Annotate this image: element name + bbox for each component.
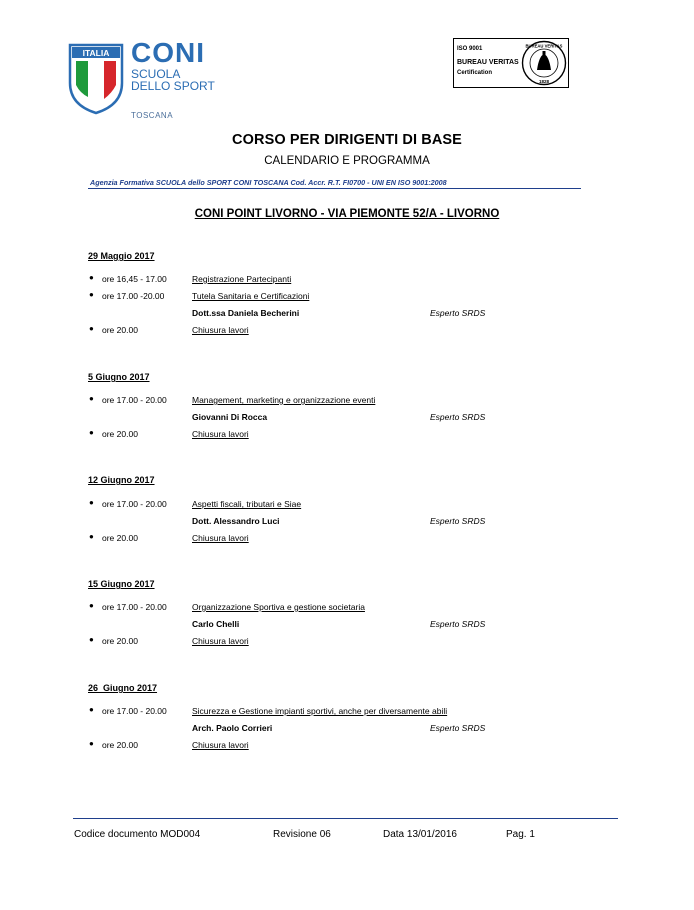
speaker-row: [0, 723, 694, 737]
day-date: 12 Giugno 2017: [88, 475, 155, 485]
session-time: ore 17.00 - 20.00: [102, 706, 167, 716]
cert-type: Certification: [457, 70, 493, 76]
session-time: ore 20.00: [102, 325, 138, 335]
footer-document-code: Codice documento MOD004: [74, 829, 201, 840]
session-speaker: Dott. Alessandro Luci: [192, 516, 280, 526]
brand-line-2: DELLO SPORT: [131, 79, 215, 93]
bullet-icon: ●: [89, 739, 94, 748]
list-item: [0, 740, 694, 754]
session-time: ore 20.00: [102, 740, 138, 750]
session-time: ore 17.00 -20.00: [102, 291, 165, 301]
speaker-row: [0, 308, 694, 322]
document-subtitle: CALENDARIO E PROGRAMMA: [264, 155, 430, 167]
document-title: CORSO PER DIRIGENTI DI BASE: [232, 132, 462, 148]
day-date: 29 Maggio 2017: [88, 251, 155, 261]
italia-shield-icon: [68, 43, 124, 115]
speaker-role: Esperto SRDS: [430, 723, 486, 733]
session-time: ore 17.00 - 20.00: [102, 499, 167, 509]
list-item: [0, 429, 694, 443]
bullet-icon: ●: [89, 635, 94, 644]
day-date: 15 Giugno 2017: [88, 579, 155, 589]
session-time: ore 17.00 - 20.00: [102, 395, 167, 405]
list-item: [0, 325, 694, 339]
session-topic: Chiusura lavori: [192, 533, 249, 543]
session-topic: Chiusura lavori: [192, 325, 249, 335]
session-topic: Sicurezza e Gestione impianti sportivi, anche per diversamente abili: [192, 706, 448, 716]
speaker-row: [0, 516, 694, 530]
bullet-icon: ●: [89, 532, 94, 541]
session-topic: Chiusura lavori: [192, 636, 249, 646]
cert-name: BUREAU VERITAS: [457, 59, 519, 66]
session-topic: Organizzazione Sportiva e gestione societaria: [192, 602, 365, 612]
session-time: ore 16,45 - 17.00: [102, 274, 167, 284]
session-topic: Management, marketing e organizzazione eventi: [192, 395, 376, 405]
list-item: [0, 636, 694, 650]
session-topic: Chiusura lavori: [192, 429, 249, 439]
course-location: CONI POINT LIVORNO - VIA PIEMONTE 52/A - LIVORNO: [194, 208, 500, 220]
bullet-icon: ●: [89, 290, 94, 299]
bullet-icon: ●: [89, 601, 94, 610]
list-item: [0, 395, 694, 409]
agency-line: Agenzia Formativa SCUOLA dello SPORT CONI TOSCANA Cod. Accr. R.T. FI0700 - UNI EN ISO 9001:2008: [90, 178, 447, 187]
bullet-icon: ●: [89, 498, 94, 507]
session-topic: Tutela Sanitaria e Certificazioni: [192, 291, 310, 301]
speaker-row: [0, 412, 694, 426]
session-topic: Aspetti fiscali, tributari e Siae: [192, 499, 302, 509]
brand-region: TOSCANA: [131, 111, 174, 120]
brand-line-1: SCUOLA: [131, 67, 181, 81]
session-topic: Registrazione Partecipanti: [192, 274, 292, 284]
list-item: [0, 602, 694, 616]
session-speaker: Carlo Chelli: [192, 619, 240, 629]
speaker-role: Esperto SRDS: [430, 412, 486, 422]
bullet-icon: ●: [89, 394, 94, 403]
cert-iso: ISO 9001: [457, 46, 483, 52]
speaker-role: Esperto SRDS: [430, 308, 486, 318]
certification-badge: [453, 38, 569, 88]
speaker-role: Esperto SRDS: [430, 619, 486, 629]
list-item: [0, 274, 694, 288]
footer-divider: [73, 818, 618, 819]
session-speaker: Arch. Paolo Corrieri: [192, 723, 273, 733]
session-speaker: Giovanni Di Rocca: [192, 412, 268, 422]
list-item: [0, 291, 694, 305]
session-time: ore 20.00: [102, 429, 138, 439]
bullet-icon: ●: [89, 428, 94, 437]
footer-date: Data 13/01/2016: [383, 829, 457, 840]
bullet-icon: ●: [89, 324, 94, 333]
session-time: ore 20.00: [102, 636, 138, 646]
list-item: [0, 499, 694, 513]
session-topic: Chiusura lavori: [192, 740, 249, 750]
speaker-row: [0, 619, 694, 633]
day-date: 26 Giugno 2017: [88, 683, 158, 693]
footer-page: Pag. 1: [506, 829, 535, 840]
seal-year: 1828: [538, 79, 550, 84]
list-item: [0, 533, 694, 547]
bullet-icon: ●: [89, 705, 94, 714]
session-time: ore 17.00 - 20.00: [102, 602, 167, 612]
bureau-veritas-seal-icon: [521, 40, 567, 86]
header-divider: [88, 188, 581, 189]
flag-label: ITALIA: [82, 48, 110, 58]
bullet-icon: ●: [89, 273, 94, 282]
footer-revision: Revisione 06: [273, 829, 331, 840]
speaker-role: Esperto SRDS: [430, 516, 486, 526]
brand-name: CONI: [131, 37, 205, 68]
session-speaker: Dott.ssa Daniela Becherini: [192, 308, 300, 318]
list-item: [0, 706, 694, 720]
day-date: 5 Giugno 2017: [88, 372, 150, 382]
session-time: ore 20.00: [102, 533, 138, 543]
seal-top-text: BUREAU VERITAS: [525, 43, 563, 49]
